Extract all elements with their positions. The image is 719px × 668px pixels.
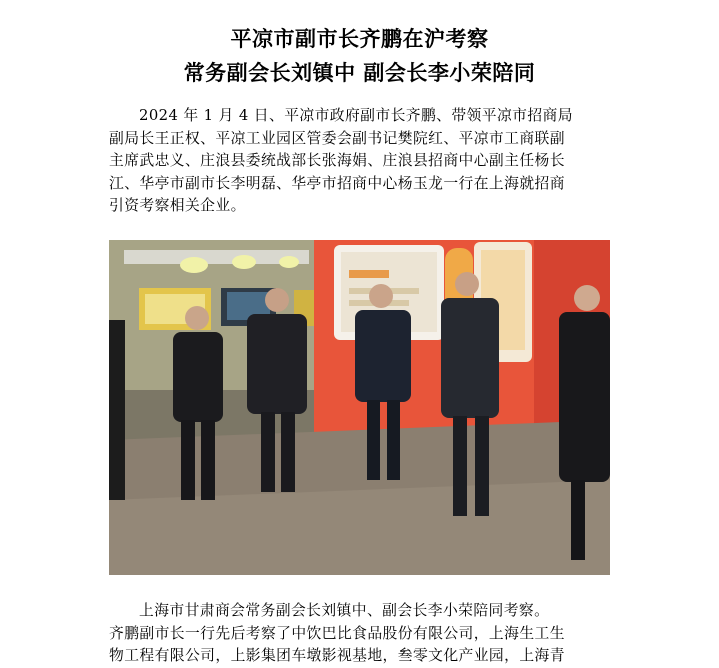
paragraph-line: 江、华亭市副市长李明磊、华亭市招商中心杨玉龙一行在上海就招商 <box>109 174 565 192</box>
paragraph-line: 2024 年 1 月 4 日、平凉市政府副市长齐鹏、带领平凉市招商局 <box>139 107 573 124</box>
paragraph-line: 引资考察相关企业。 <box>109 197 246 214</box>
photo-image <box>109 240 610 575</box>
intro-paragraph <box>109 105 617 218</box>
paragraph-line: 齐鹏副市长一行先后考察了中饮巴比食品股份有限公司，上海生工生 <box>109 624 565 642</box>
paragraph-line: 副局长王正权、平凉工业园区管委会副书记樊院红、平凉市工商联副 <box>109 129 565 147</box>
visit-paragraph <box>109 600 617 668</box>
page-title: 平凉市副市长齐鹏在沪考察 <box>230 27 489 51</box>
paragraph-line: 物工程有限公司，上影集团车墩影视基地，叁零文化产业园，上海青 <box>109 647 565 664</box>
paragraph-line: 主席武忠义、庄浪县委统战部长张海娟、庄浪县招商中心副主任杨长 <box>109 152 565 169</box>
page-subtitle: 常务副会长刘镇中 副会长李小荣陪同 <box>183 61 536 85</box>
visit-photo <box>109 240 610 575</box>
paragraph-line: 上海市甘肃商会常务副会长刘镇中、副会长李小荣陪同考察。 <box>139 602 550 619</box>
